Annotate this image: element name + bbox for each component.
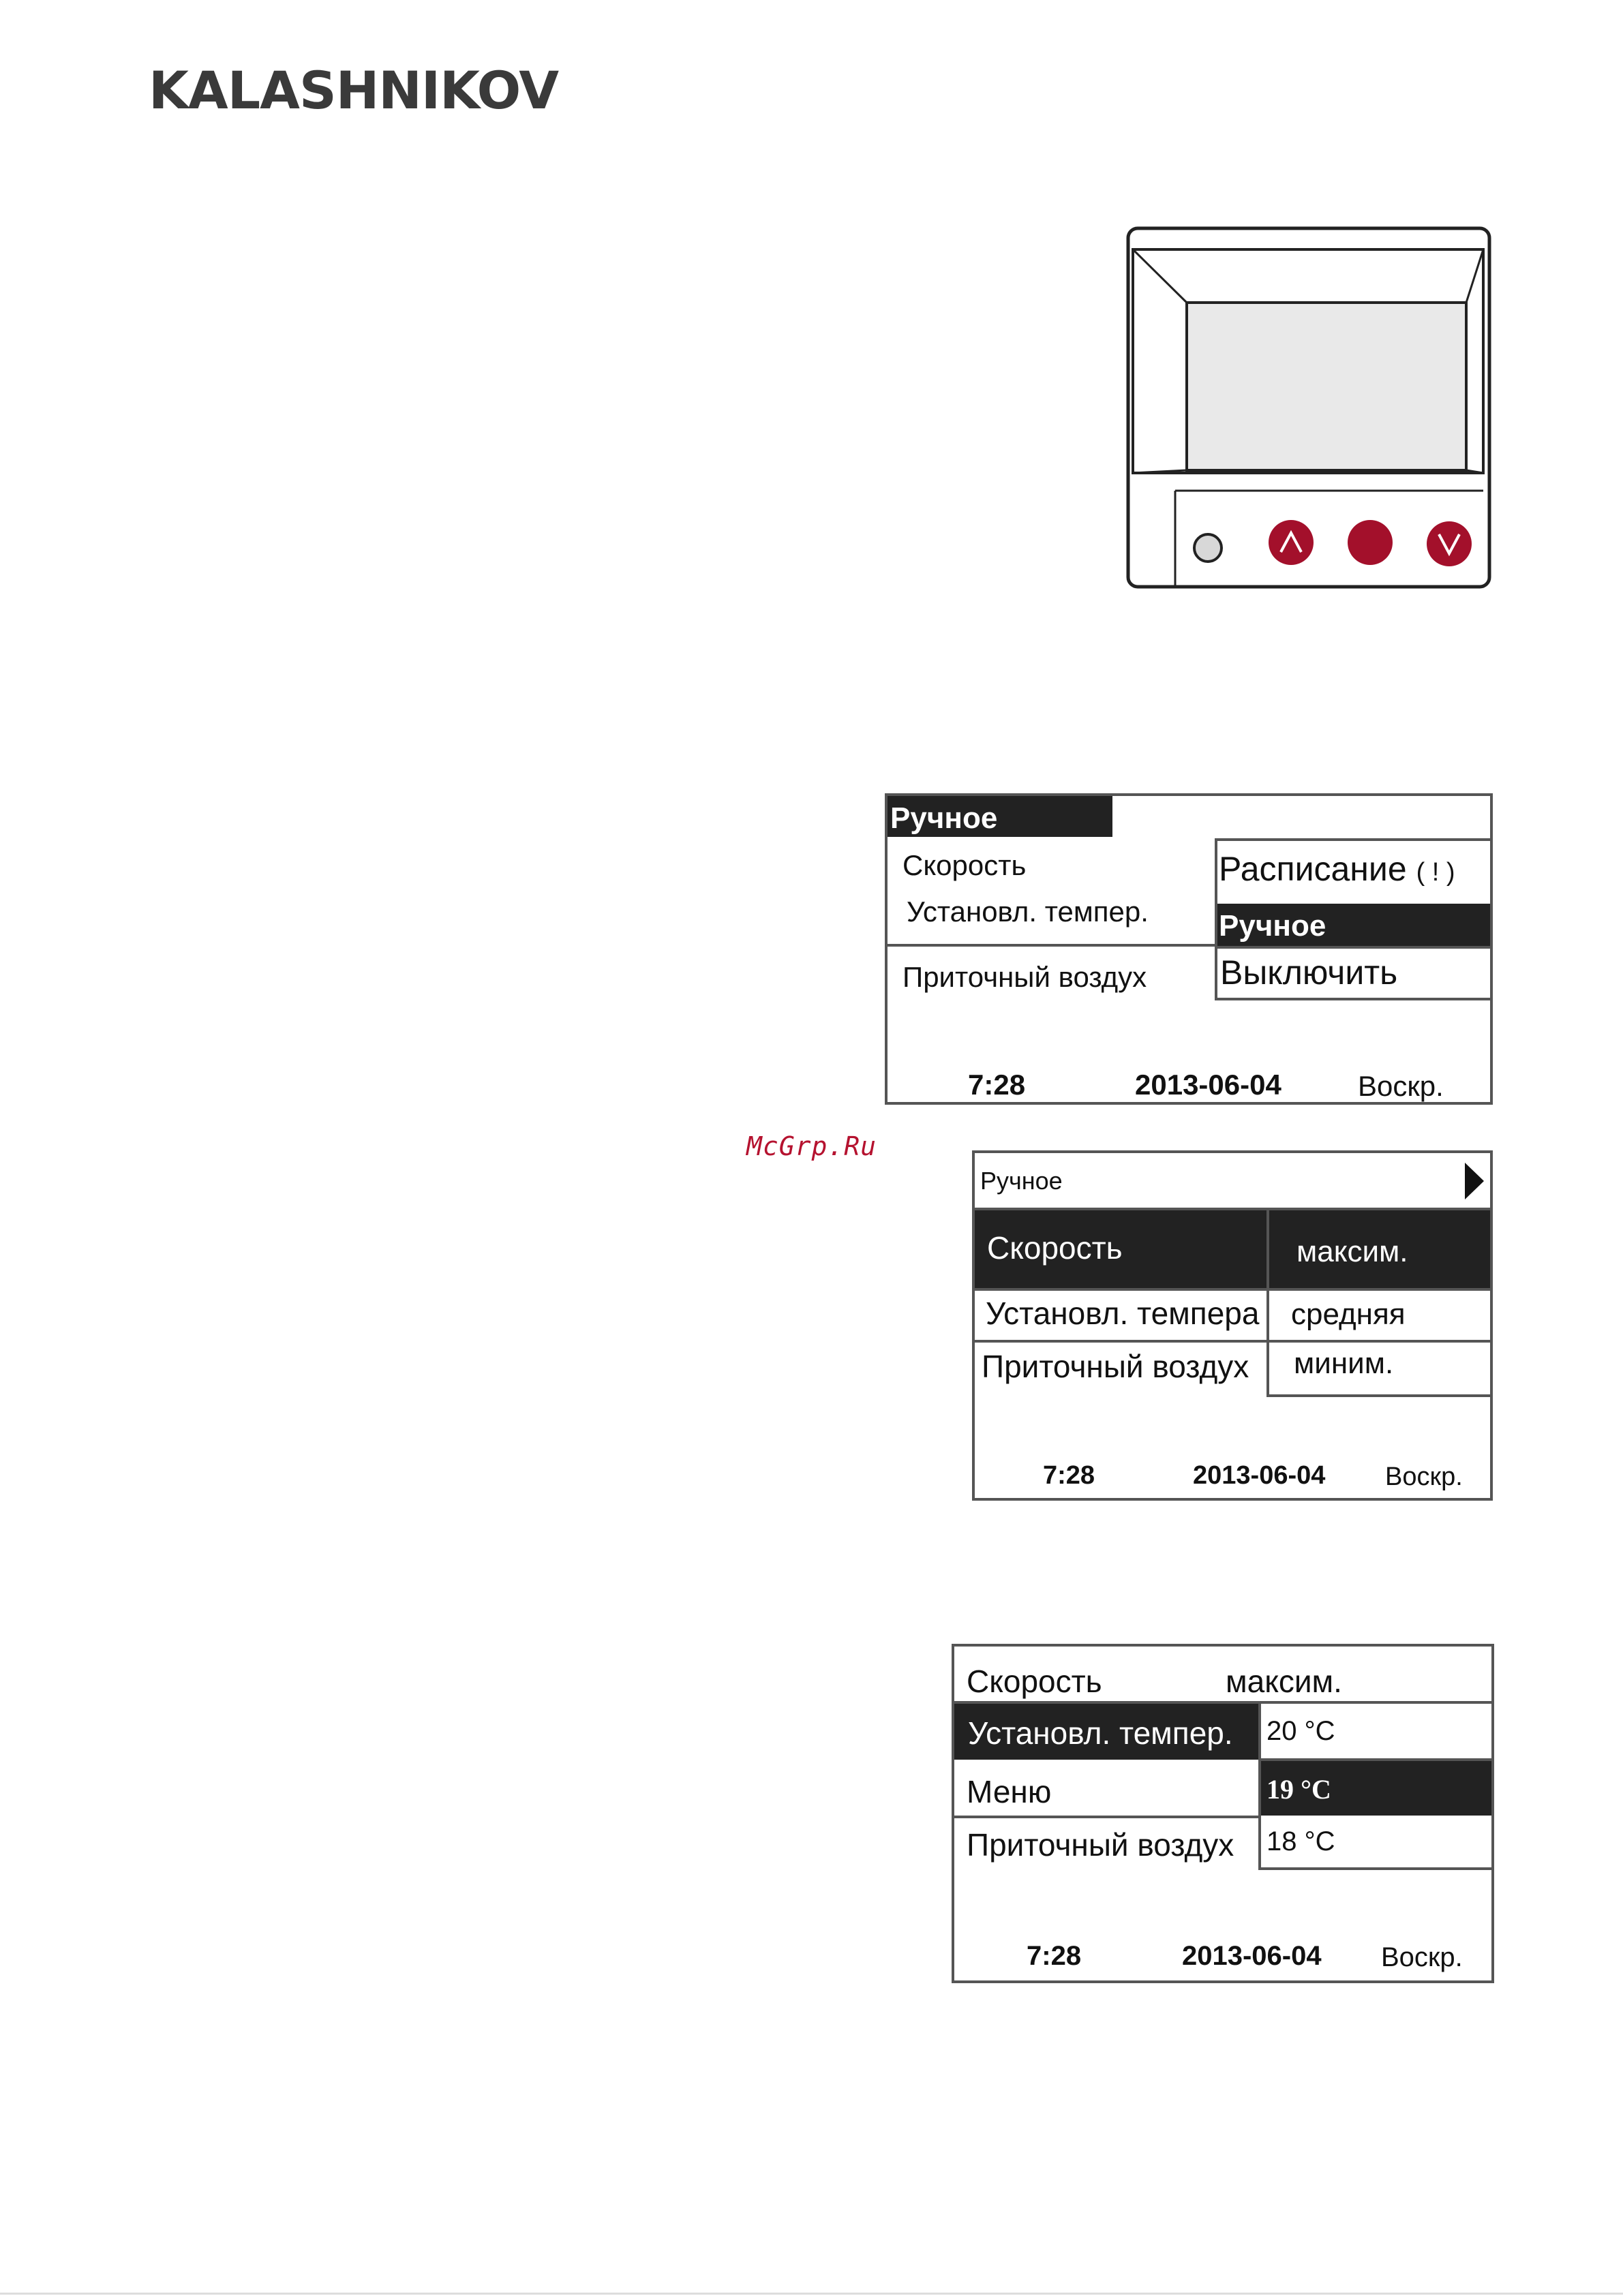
mode-header: Ручное: [980, 1167, 1063, 1195]
row-set-temp: Установл. темпера: [986, 1296, 1260, 1331]
mode-dropdown[interactable]: [1215, 838, 1493, 1000]
option-min[interactable]: миним.: [1294, 1347, 1394, 1380]
footer-date: 2013-06-04: [1135, 1069, 1281, 1101]
speed-dropdown[interactable]: [1266, 1208, 1493, 1397]
temperature-dropdown[interactable]: [1258, 1701, 1494, 1870]
footer-day: Воскр.: [1381, 1942, 1463, 1972]
row-supply-air: Приточный воздух: [967, 1827, 1234, 1863]
indicator-led: [1194, 534, 1222, 562]
option-max-selected[interactable]: максим.: [1296, 1235, 1408, 1268]
option-manual-selected[interactable]: Ручное: [1219, 909, 1326, 943]
lcd-screen-speed-menu: [972, 1150, 1493, 1501]
up-button[interactable]: [1269, 520, 1314, 565]
row-supply-air: Приточный воздух: [982, 1349, 1249, 1384]
row-speed: Скорость: [902, 849, 1027, 881]
footer-date: 2013-06-04: [1193, 1461, 1326, 1490]
footer-day: Воскр.: [1385, 1463, 1463, 1491]
option-19c-selected[interactable]: 19 °C: [1266, 1774, 1331, 1805]
option-off[interactable]: Выключить: [1220, 953, 1398, 992]
speed-label: Скорость: [967, 1664, 1102, 1699]
lcd-screen-mode-menu: [885, 793, 1493, 1105]
footer-date: 2013-06-04: [1182, 1941, 1322, 1971]
option-medium[interactable]: средняя: [1291, 1298, 1406, 1331]
row-supply-air: Приточный воздух: [902, 961, 1147, 993]
row-set-temp: Установл. темпер.: [907, 896, 1149, 928]
watermark: McGrp.Ru: [746, 1131, 877, 1161]
footer-time: 7:28: [1043, 1461, 1095, 1490]
brand-logo: KALASHNIKOV: [149, 60, 559, 121]
warning-badge: ( ! ): [1416, 858, 1455, 887]
option-18c[interactable]: 18 °C: [1266, 1826, 1335, 1856]
ok-button[interactable]: [1348, 520, 1393, 565]
page-bottom-rule: [0, 2293, 1623, 2295]
row-speed-selected[interactable]: Скорость: [987, 1230, 1123, 1266]
option-schedule[interactable]: Расписание ( ! ): [1219, 850, 1455, 888]
row-menu: Меню: [967, 1774, 1052, 1809]
lcd-screen-temp-menu: [952, 1644, 1494, 1983]
row-set-temp-selected[interactable]: Установл. темпер.: [968, 1715, 1233, 1751]
down-button[interactable]: [1427, 521, 1472, 566]
speed-value: максим.: [1226, 1664, 1342, 1699]
thermostat-device: [1126, 226, 1491, 589]
footer-time: 7:28: [968, 1069, 1026, 1101]
footer-time: 7:28: [1027, 1941, 1082, 1971]
option-20c[interactable]: 20 °C: [1266, 1716, 1335, 1746]
footer-day: Воскр.: [1358, 1070, 1444, 1102]
circle-icon: [1348, 520, 1393, 565]
arrow-right-icon[interactable]: [1462, 1161, 1487, 1201]
device-lcd: [1187, 303, 1466, 470]
mode-header: Ручное: [890, 801, 998, 835]
